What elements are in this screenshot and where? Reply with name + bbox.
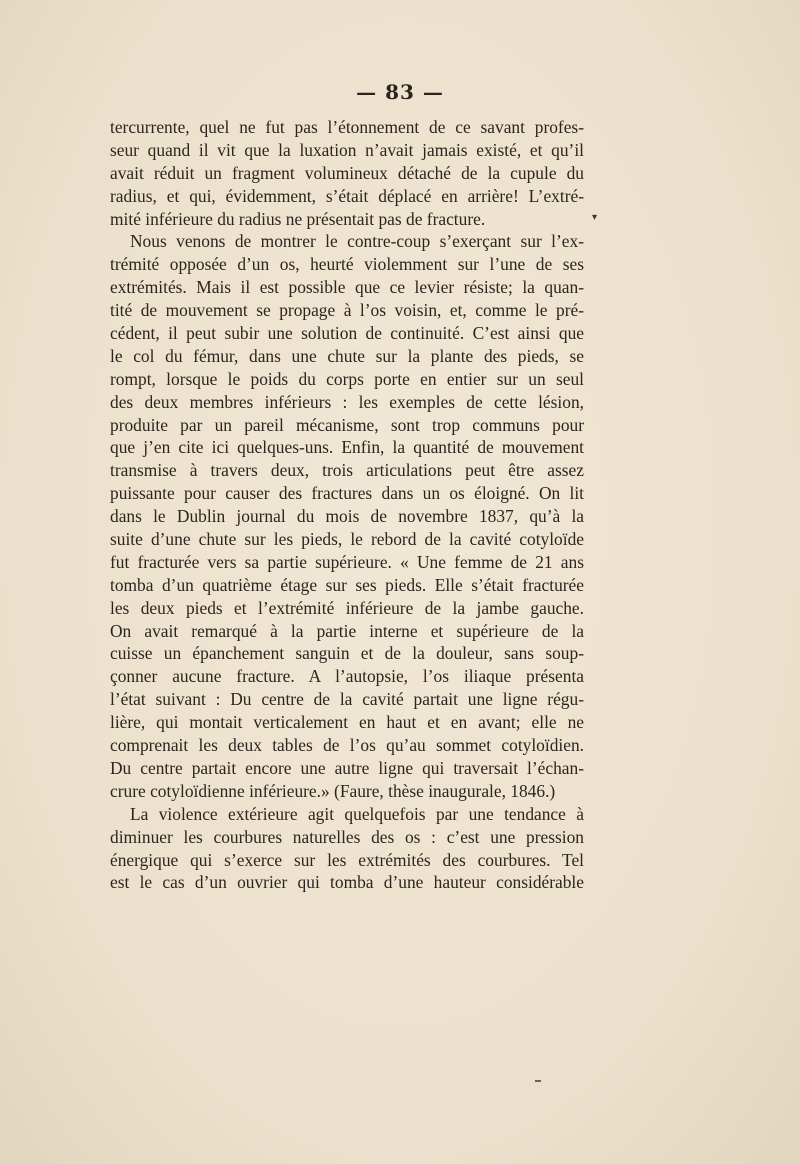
text-line: extrémités. Mais il est possible que ce levier résiste; la quan- <box>110 277 584 298</box>
text-line: dans le Dublin journal du mois de novembre 1837, qu’à la <box>110 506 584 527</box>
text-line: diminuer les courbures naturelles des os : c’est une pression <box>110 826 584 847</box>
text-line: que j’en cite ici quelques-uns. Enfin, la quantité de mouvement <box>110 437 584 458</box>
text-line: énergique qui s’exerce sur les extrémités des courbures. Tel <box>110 849 584 870</box>
text-line: fut fracturée vers sa partie supérieure. « Une femme de 21 ans <box>110 551 584 572</box>
text-line: trémité opposée d’un os, heurté violemment sur l’une de ses <box>110 254 584 275</box>
text-line: mité inférieure du radius ne présentait pas de fracture. <box>110 208 486 229</box>
text-line: suite d’une chute sur les pieds, le rebord de la cavité cotyloïde <box>110 529 584 550</box>
text-line: On avait remarqué à la partie interne et supérieure de la <box>110 620 584 641</box>
text-line: radius, et qui, évidemment, s’était déplacé en arrière! L’extré- <box>110 185 584 206</box>
text-line: cédent, il peut subir une solution de continuité. C’est ainsi que <box>110 323 584 344</box>
text-line: les deux pieds et l’extrémité inférieure de la jambe gauche. <box>110 597 584 618</box>
text-line: tité de mouvement se propage à l’os voisin, et, comme le pré- <box>110 300 584 321</box>
text-line: avait réduit un fragment volumineux détaché de la cupule du <box>110 162 584 183</box>
text-line: le col du fémur, dans une chute sur la plante des pieds, se <box>110 345 584 366</box>
page-number: — 83 — <box>356 80 444 104</box>
text-line: produite par un pareil mécanisme, sont trop communs pour <box>110 414 584 435</box>
text-line: tomba d’un quatrième étage sur ses pieds. Elle s’était fracturée <box>110 574 584 595</box>
text-line: Nous venons de montrer le contre-coup s’exerçant sur l’ex- <box>130 231 584 252</box>
text-line: Du centre partait encore une autre ligne qui traversait l’échan- <box>110 757 584 778</box>
text-line: seur quand il vit que la luxation n’avait jamais existé, et qu’il <box>110 139 584 160</box>
text-line: est le cas d’un ouvrier qui tomba d’une hauteur considérable <box>110 872 584 893</box>
text-line: rompt, lorsque le poids du corps porte en entier sur un seul <box>110 368 584 389</box>
text-line: crure cotyloïdienne inférieure.» (Faure, thèse inaugurale, 1846.) <box>110 780 556 801</box>
text-line: puissante pour causer des fractures dans un os éloigné. On lit <box>110 483 584 504</box>
text-line: l’état suivant : Du centre de la cavité partait une ligne régu- <box>110 689 584 710</box>
text-line: lière, qui montait verticalement en haut et en avant; elle ne <box>110 712 584 733</box>
text-line: des deux membres inférieurs : les exemples de cette lésion, <box>110 391 584 412</box>
text-line: çonner aucune fracture. A l’autopsie, l’os iliaque présenta <box>110 666 584 687</box>
text-line: tercurrente, quel ne fut pas l’étonnement de ce savant profes- <box>110 117 584 137</box>
text-line: transmise à travers deux, trois articulations peut être assez <box>110 460 584 481</box>
paper-speck <box>535 1080 541 1082</box>
text-line: cuisse un épanchement sanguin et de la douleur, sans soup- <box>110 643 584 664</box>
text-line: comprenait les deux tables de l’os qu’au sommet cotyloïdien. <box>110 735 584 756</box>
text-line: La violence extérieure agit quelquefois par une tendance à <box>130 803 584 824</box>
body-text <box>110 116 584 894</box>
margin-mark: ▾ <box>592 212 598 223</box>
